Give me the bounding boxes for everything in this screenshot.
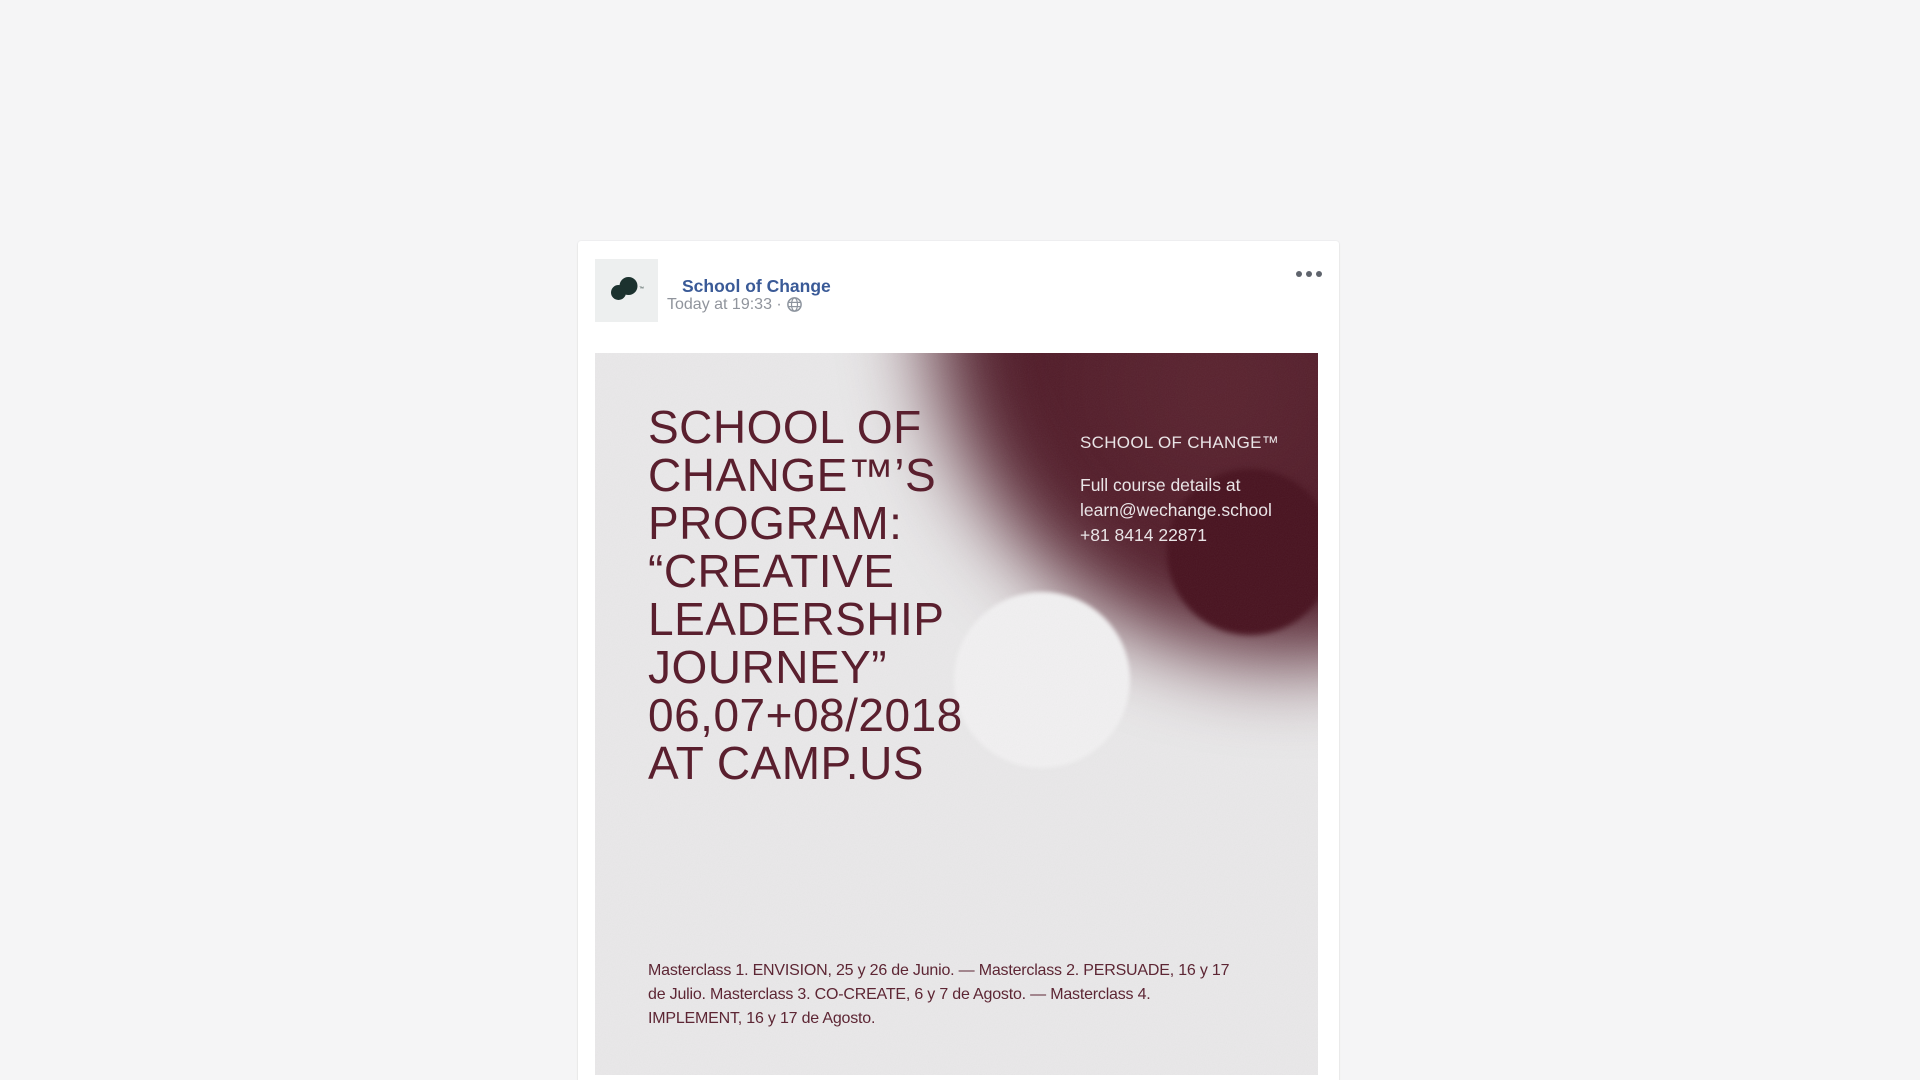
headline-line: AT CAMP.US <box>648 737 924 789</box>
headline-line: “CREATIVE <box>648 545 895 597</box>
poster-brand-title: SCHOOL OF CHANGE™ <box>1080 433 1280 452</box>
contact-line: Full course details at <box>1080 475 1241 495</box>
author-name-link[interactable]: School of Change <box>682 276 831 296</box>
schedule-line: de Julio. Masterclass 3. CO-CREATE, 6 y 7 de Agosto. — Masterclass 4. <box>648 986 1151 1003</box>
poster-contact-lines <box>1080 473 1272 548</box>
contact-email: learn@wechange.school <box>1080 500 1272 520</box>
timestamp: Today at 19:33 · <box>667 295 782 313</box>
more-options-icon <box>1296 271 1302 277</box>
avatar[interactable] <box>595 259 658 322</box>
more-options-icon <box>1316 271 1322 277</box>
contact-phone: +81 8414 22871 <box>1080 525 1208 545</box>
post-meta <box>667 296 802 312</box>
headline-line: CHANGE™’S <box>648 449 937 501</box>
headline-line: PROGRAM: <box>648 497 903 549</box>
more-options-button[interactable] <box>1288 265 1322 283</box>
globe-privacy-icon <box>787 297 802 312</box>
avatar-tm-mark: ™ <box>639 286 644 292</box>
school-of-change-logo-icon <box>595 259 658 322</box>
headline-line: LEADERSHIP <box>648 593 945 645</box>
more-options-icon <box>1306 271 1312 277</box>
poster-masterclass-schedule <box>648 959 1229 1031</box>
facebook-post-card <box>578 241 1339 1080</box>
light-circle <box>954 592 1130 768</box>
post-image[interactable] <box>595 353 1318 1075</box>
headline-line: JOURNEY” <box>648 641 888 693</box>
headline-line: SCHOOL OF <box>648 401 922 453</box>
schedule-line: IMPLEMENT, 16 y 17 de Agosto. <box>648 1010 876 1027</box>
schedule-line: Masterclass 1. ENVISION, 25 y 26 de Junio. — Masterclass 2. PERSUADE, 16 y 17 <box>648 962 1230 979</box>
headline-line: 06,07+08/2018 <box>648 689 963 741</box>
poster-headline <box>648 403 963 787</box>
